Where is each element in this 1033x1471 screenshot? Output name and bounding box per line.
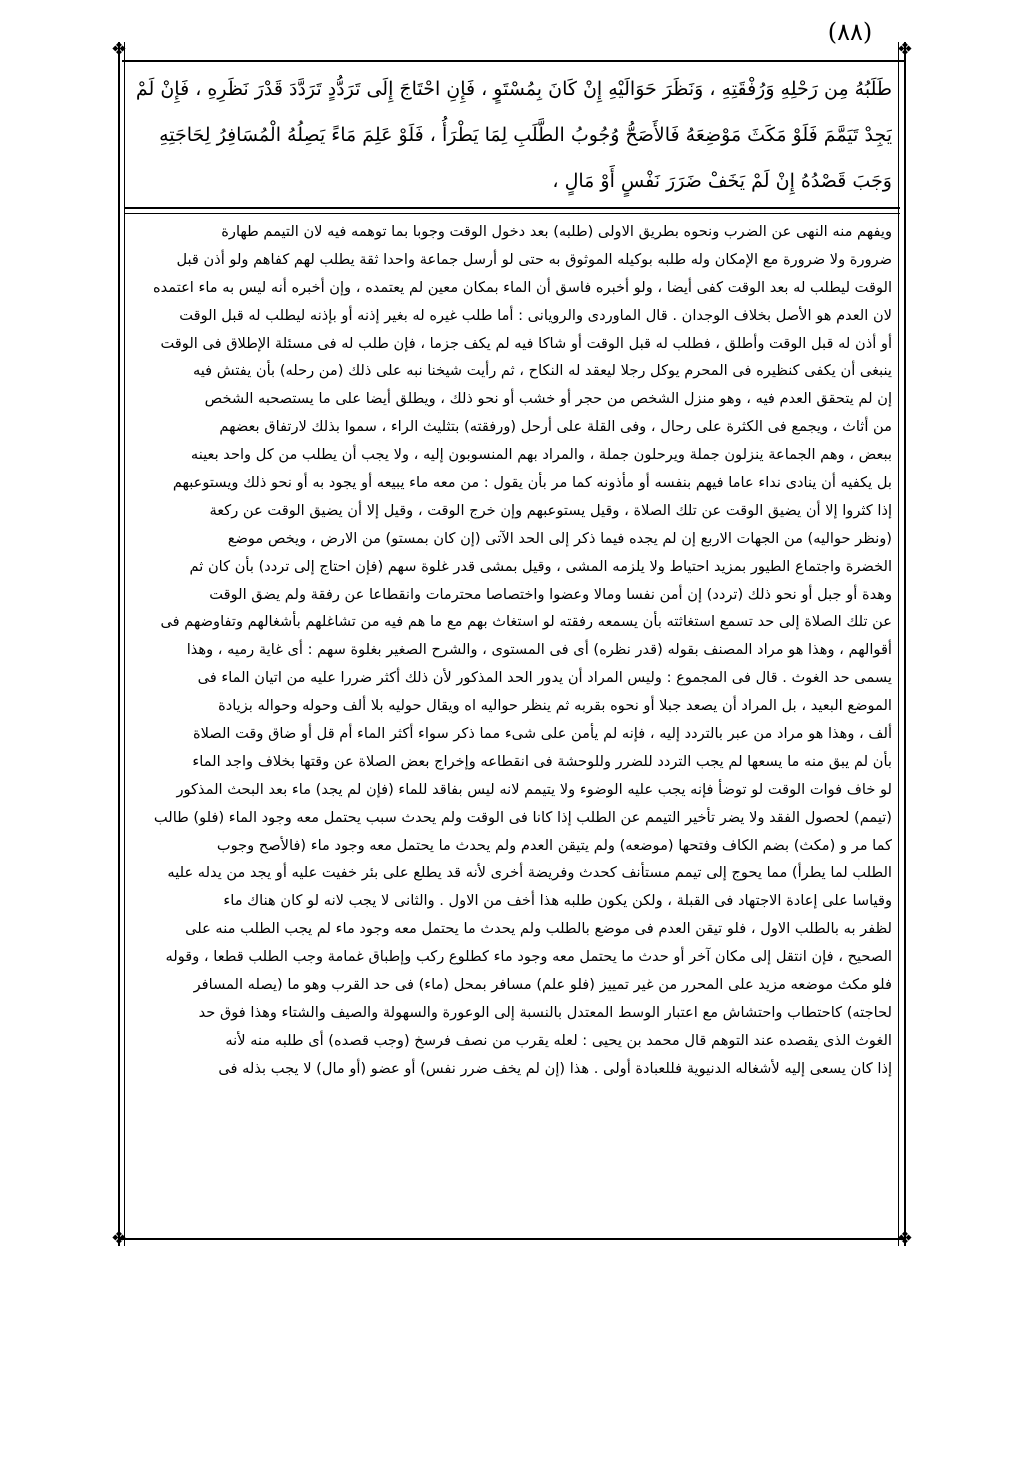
commentary-line: ضرورة ولا ضرورة مع الإمكان وله طلبه بوكيله الموثوق به حتى لو أرسل جماعة واحدا ثقة يطلب لهم كفاهم ولو أذن قبل [176,250,892,268]
corner-ornament-icon: ❖ [110,39,128,60]
commentary-line: (تيمم) لحصول الفقد ولا يضر تأخير التيمم عن الطلب إذا كانا فى الوقت ولم يحدث سبب يحتمل معه وجود الماء (فلو) طالب [153,808,892,826]
commentary-line: الموضع البعيد ، بل المراد أن يصعد جبلا أو نحوه بقربه ثم ينظر حواليه اه ويقال حوليه بلا ألف وحوله وحواله بزيادة [218,697,892,715]
commentary-line: الغوث الذى يقصده عند التوهم قال محمد بن يحيى : لعله يقرب من نصف فرسخ (وجب قصده) أى طلبه منه لأنه [225,1031,892,1049]
commentary-line: بأن لم يبق منه ما يسعها لم يجب التردد للضرر وللوحشة فى انقطاعه وإخراج بعض الصلاة عن وقتها بخلاف واجد الماء [192,752,892,770]
corner-ornament-icon: ❖ [110,1228,128,1249]
commentary-line: أقوالهم ، وهذا هو مراد المصنف بقوله (قدر نظره) أى فى المستوى ، والشرح الصغير بغلوة سهم : أى غاية رميه ، وهذا [186,641,892,659]
commentary-line: ألف ، وهذا هو مراد من عبر بالتردد إليه ، فإنه لم يأمن على شىء مما ذكر سواء أكثر الماء أم قل أو ضاق وقت الصلاة [192,725,892,743]
corner-ornament-icon: ❖ [896,1228,914,1249]
bottom-border-line [118,1238,906,1240]
corner-ornament-icon: ❖ [896,39,914,60]
commentary-line: لو خاف فوات الوقت لو توضأ فإنه يجب عليه الوضوء ولا يتيمم لانه ليس بفاقد للماء (فإن لم يجد) ماء بعد البحث المذكور [176,780,892,798]
right-border-line [904,42,906,1246]
page-number: (٨٨) [827,18,873,46]
commentary-line: الخضرة واجتماع الطيور بمزيد احتياط ولا يلزمه المشى ، وقيل بمشى قدر غلوة سهم (فإن احتاج إلى تردد) بأن كان ثم [189,557,892,575]
commentary-line: أو أذن له قبل الوقت وأطلق ، فطلب له قبل الوقت أو شاكا فيه لم يكف جزما ، فإن طلب له فى مسئلة الإطلاق فى الوقت [160,334,892,352]
commentary-line: من أثاث ، ويجمع فى الكثرة على رحال ، وفى القلة على أرحل (ورفقته) بتثليث الراء ، سموا بذلك لارتفاق بعضهم [219,418,892,436]
commentary-line: فلو مكث موضعه مزيد على المحرر من غير تمييز (فلو علم) مسافر بمحل (ماء) فى حد القرب وهو ما (يصله المسافر [193,976,892,994]
commentary-line: (ونظر حواليه) من الجهات الاربع إن لم يجده فيما ذكر إلى الحد الآتى (إن كان بمستو) من الارض ، ويخص موضع [227,529,892,547]
commentary-line: عن تلك الصلاة إلى حد تسمع استغاثته بأن يسمعه رفقته لو استغاث بهم مع ما هم فيه من تشاغلهم بأشغالهم وتفاوضهم فى [160,613,892,631]
commentary-line: وهدة أو جبل أو نحو ذلك (تردد) إن أمن نفسا ومالا وعضوا واختصاصا محترمات وانقطاعا عن رفقة ولم يضق الوقت [209,585,892,603]
commentary-line: وقياسا على إعادة الاجتهاد فى القبلة ، ولكن يكون طلبه هذا أخف من الاول . والثانى لا يجب لانه لو كان هناك ماء [223,892,892,910]
section-separator-inner [124,213,900,214]
section-separator [124,207,900,209]
commentary-line: إذا كان يسعى إليه لأشغاله الدنيوية فللعبادة أولى . هذا (إن لم يخف ضرر نفس) أو عضو (أو مال) لا يجب بذله فى [218,1059,892,1077]
commentary-line: ينبغى أن يكفى كنظيره فى المحرم يوكل رجلا ليعقد له النكاح ، ثم رأيت شيخنا نبه على ذلك (من رحله) بأن يفتش فيه [192,362,892,380]
main-text-block [132,66,892,204]
commentary-line: الصحيح ، فإن انتقل إلى مكان آخر أو حدث ما يحتمل معه وجود ماء كطلوع ركب وإطباق غمامة وجب الطلب قطعا ، وقوله [165,948,892,966]
commentary-line: بل يكفيه أن ينادى نداء عاما فيهم بنفسه أو مأذونه كما مر بأن يقول : من معه ماء يبيعه أو يجود به أو نحو ذلك ويستوعبهم [172,474,892,492]
commentary-line: ويفهم منه النهى عن الضرب ونحوه بطريق الاولى (طلبه) بعد دخول الوقت وجوبا بما توهمه فيه لان التيمم طهارة [221,223,892,240]
commentary-line: كما مر و (مكث) بضم الكاف وفتحها (موضعه) ولم يتيقن العدم ولم يحدث ما يحتمل معه وجود ماء (فالأصح وجوب [216,836,892,854]
right-border-inner-line [898,42,899,1246]
commentary-block [132,218,892,1083]
left-border-inner-line [124,42,125,1246]
commentary-line: إذا كثروا إلا أن يضيق الوقت عن تلك الصلاة ، وقيل يستوعبهم وإن خرج الوقت ، وقيل إلا أن يضيق الوقت عن ركعة [209,501,892,519]
commentary-line: إن لم يتحقق العدم فيه ، وهو منزل الشخص من حجر أو خشب أو نحو ذلك ، ويطلق أيضا على ما يستصحبه الشخص [204,390,892,408]
commentary-line: لان العدم هو الأصل بخلاف الوجدان . قال الماوردى والرويانى : أما طلب غيره له بغير إذنه أو بإذنه ليطلب له قبل الوقت [179,306,892,324]
commentary-line: الطلب لما يطرأ) مما يحوج إلى تيمم مستأنف كحدث وفريضة أخرى لأنه قد يطلع على بئر خفيت عليه أو يجد من يدله عليه [167,864,892,882]
main-text-line: يَجِدْ تَيَمَّمَ فَلَوْ مَكَثَ مَوْضِعَهُ فَالأَصَحُّ وُجُوبُ الطَّلَبِ لِمَا يَطْرَأُ ، فَلَوْ عَلِمَ مَاءً يَصِلُهُ الْمُسَافِرُ لِحَاجَتِهِ [159,124,892,146]
commentary-line: ببعض ، وهم الجماعة ينزلون جملة ويرحلون جملة ، والمراد بهم المنسوبون إليه ، ولا يجب أن يطلب من كل واحد بعينه [190,446,892,464]
main-text-line: طَلَبُهُ مِن رَحْلِهِ وَرُفْقَتِهِ ، وَنَظَرَ حَوَالَيْهِ إِنْ كَانَ بِمُسْتَوٍ ، فَإِنِ احْتَاجَ إِلَى تَرَدُّدٍ تَرَدَّدَ قَدْرَ نَظَرِهِ ، فَإِنْ لَمْ [135,78,892,100]
commentary-line: لظفر به بالطلب الاول ، فلو تيقن العدم فى موضع بالطلب ولم يحدث ما يحتمل معه وجود ماء لم يجب الطلب منه على [185,920,892,938]
left-border-line [118,42,120,1246]
top-border-line [122,60,906,62]
commentary-line: يسمى حد الغوث . قال فى المجموع : وليس المراد أن يدور الحد المذكور لأن ذلك أكثر ضررا عليه من اتيان الماء فى [197,669,892,687]
main-text-line: وَجَبَ قَصْدُهُ إِنْ لَمْ يَخَفْ ضَرَرَ نَفْسٍ أَوْ مَالٍ ، [552,170,892,192]
commentary-line: لحاجته) كاحتطاب واحتشاش مع اعتبار الوسط المعتدل بالنسبة إلى الوعورة والسهولة والصيف والشتاء وهذا فوق حد [198,1003,892,1021]
commentary-line: الوقت ليطلب له بعد الوقت كفى أيضا ، ولو أخبره فاسق أن الماء بمكان معين لم يعتمده ، وإن أخبره أنه ليس به ماء اعتمده [152,278,892,296]
